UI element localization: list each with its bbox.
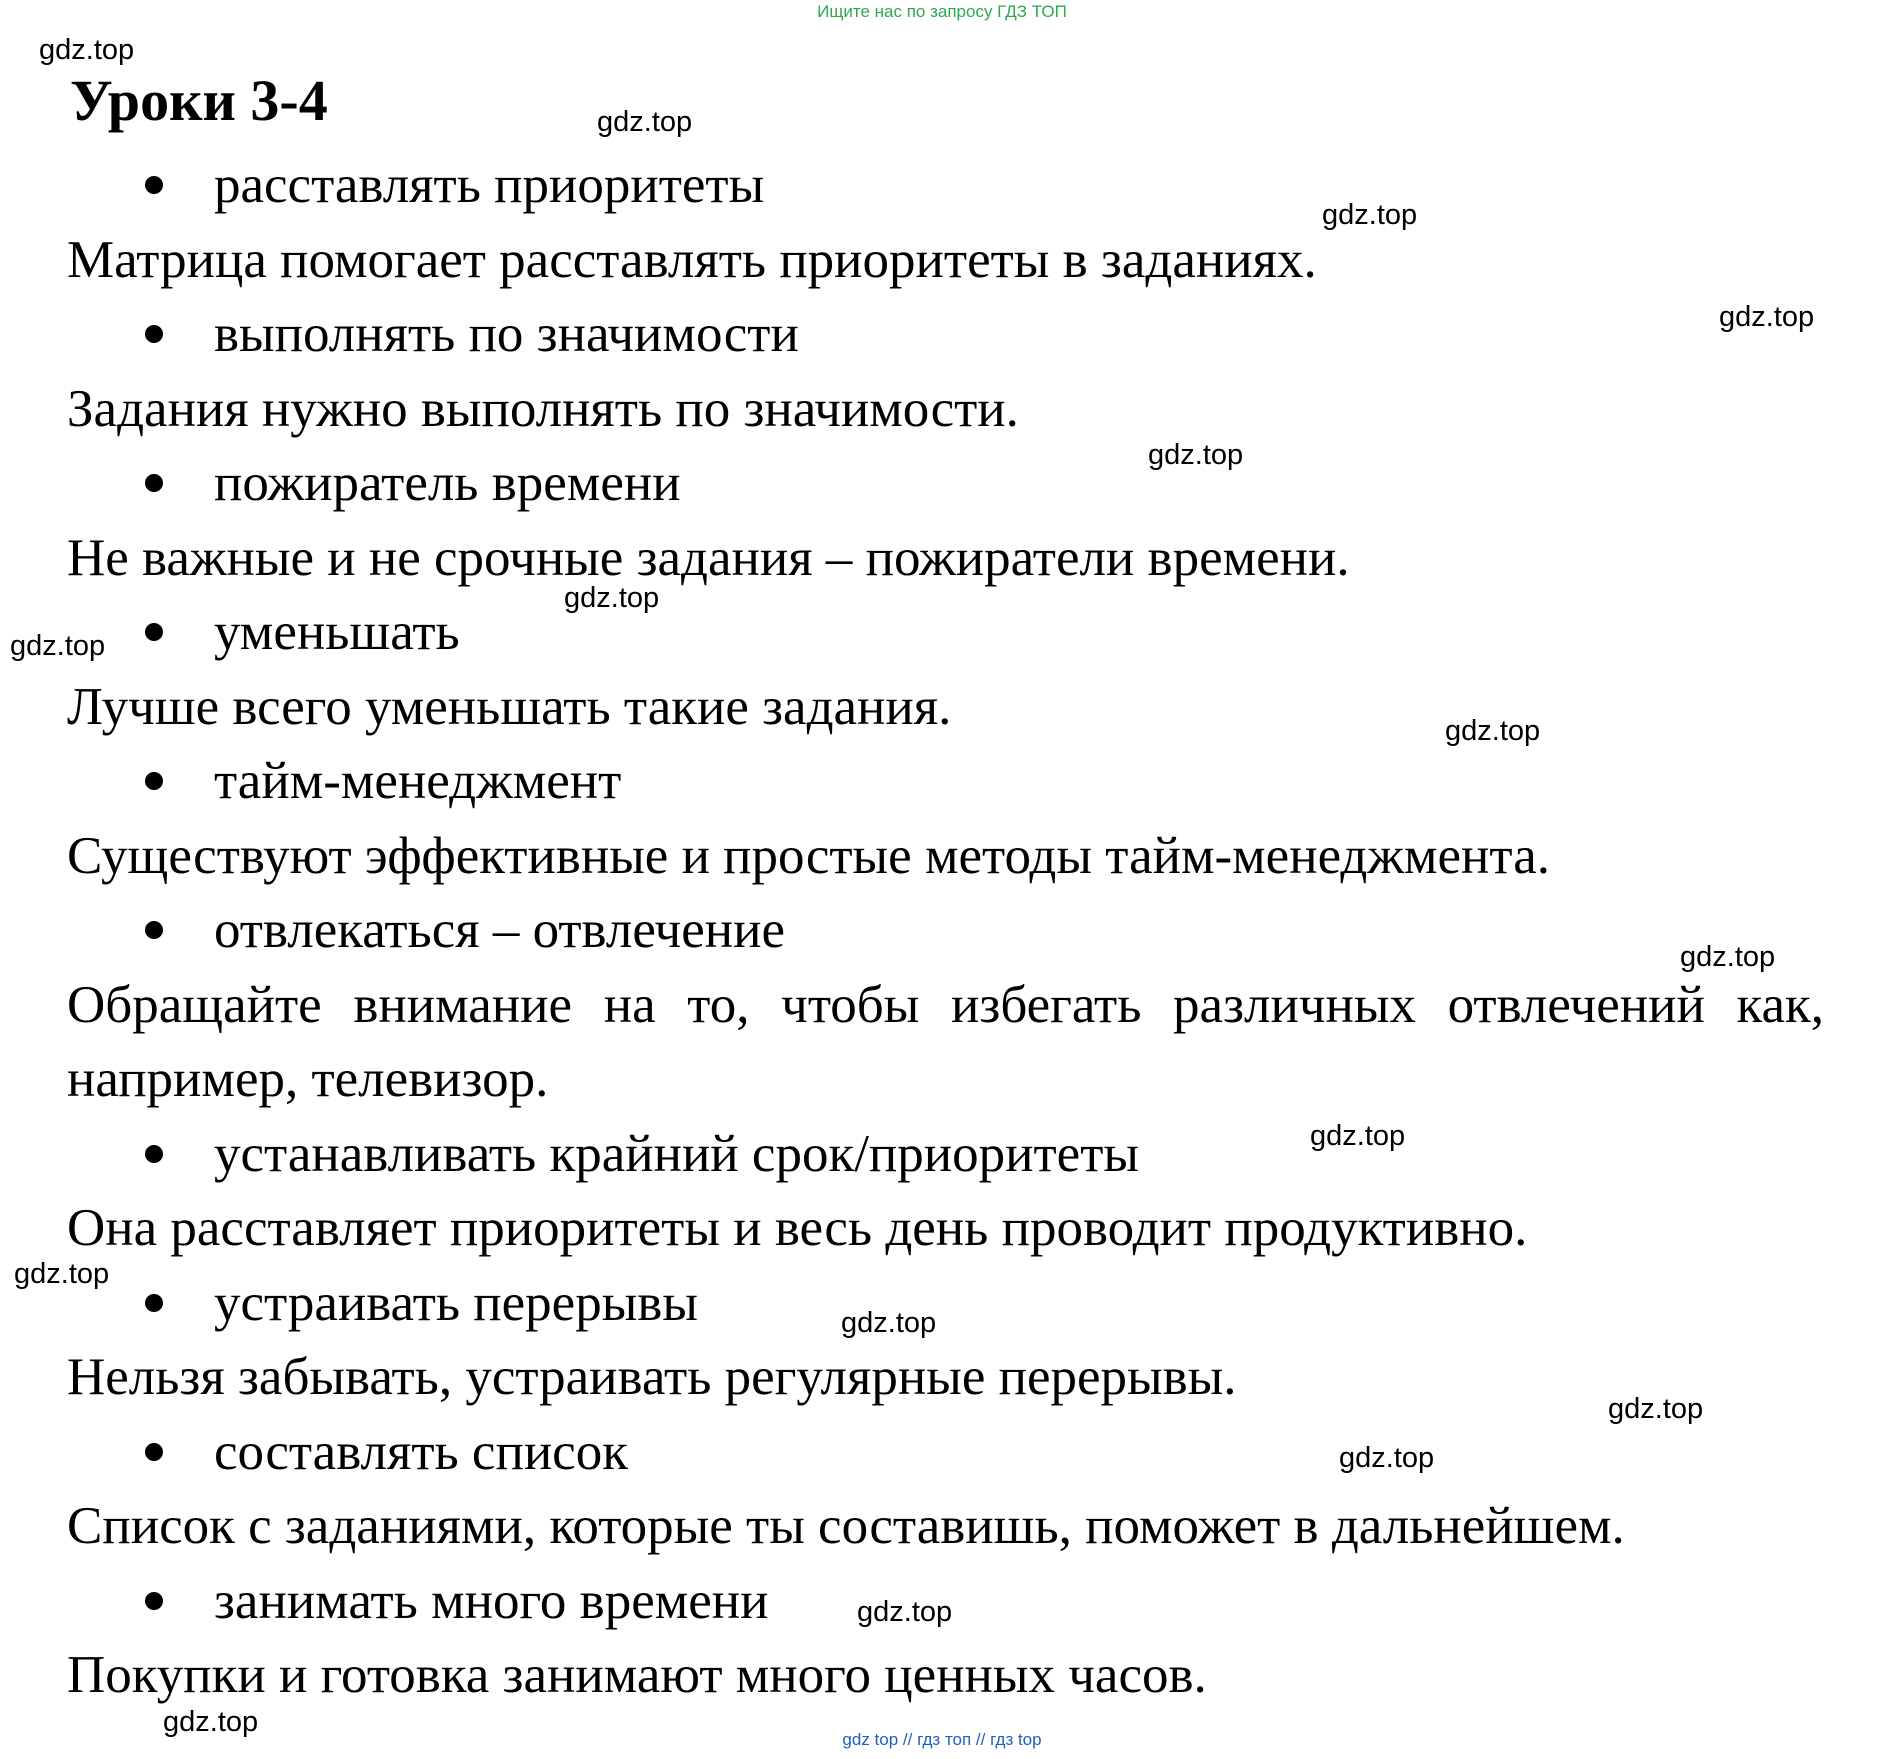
- vocabulary-list: [67, 148, 1827, 1713]
- bullet-icon: [145, 474, 163, 492]
- bullet-icon: [145, 921, 163, 939]
- term-item: [67, 595, 1827, 670]
- example-sentence: Нельзя забывать, устраивать регулярные перерывы.: [67, 1348, 1237, 1406]
- term-item: [67, 148, 1827, 223]
- watermark-text: gdz.top: [39, 34, 135, 66]
- watermark-text: gdz.top: [1322, 199, 1418, 231]
- watermark-text: gdz.top: [857, 1596, 953, 1628]
- bullet-icon: [145, 1443, 163, 1461]
- watermark-text: gdz.top: [841, 1307, 937, 1339]
- term-text: уменьшать: [214, 603, 460, 661]
- watermark-text: gdz.top: [1339, 1442, 1435, 1474]
- example-sentence: Покупки и готовка занимают много ценных часов.: [67, 1646, 1207, 1704]
- example-sentence: Она расставляет приоритеты и весь день проводит продуктивно.: [67, 1199, 1528, 1257]
- watermark-text: gdz.top: [564, 582, 660, 614]
- bullet-icon: [145, 176, 163, 194]
- term-item: [67, 297, 1827, 372]
- term-item: [67, 893, 1827, 968]
- bottom-banner: gdz top // гдз топ // гдз top: [842, 1730, 1042, 1749]
- bullet-icon: [145, 772, 163, 790]
- watermark-text: gdz.top: [1310, 1120, 1406, 1152]
- bullet-icon: [145, 1145, 163, 1163]
- term-text: составлять список: [214, 1422, 628, 1481]
- bullet-icon: [145, 1294, 163, 1312]
- term-text: расставлять приоритеты: [214, 156, 765, 214]
- watermark-text: gdz.top: [14, 1258, 110, 1290]
- term-text: отвлекаться – отвлечение: [214, 901, 785, 959]
- term-item: [67, 446, 1827, 521]
- example-sentence: Лучше всего уменьшать такие задания.: [67, 677, 952, 736]
- watermark-text: gdz.top: [1719, 301, 1815, 333]
- term-text: устраивать перерывы: [214, 1273, 698, 1332]
- example-sentence: Существуют эффективные и простые методы тайм-менеджмента.: [67, 826, 1550, 885]
- term-item: [67, 1415, 1827, 1490]
- term-item: [67, 1117, 1827, 1192]
- term-text: выполнять по значимости: [214, 305, 799, 363]
- bullet-icon: [145, 623, 163, 641]
- term-text: пожиратель времени: [214, 454, 681, 512]
- top-banner: Ищите нас по запросу ГДЗ ТОП: [817, 2, 1067, 21]
- bullet-icon: [145, 325, 163, 343]
- example-sentence: Не важные и не срочные задания – пожиратели времени.: [67, 528, 1350, 587]
- example-sentence: Обращайте внимание на то, чтобы избегать различных отвлечений как, например, телевизор.: [67, 975, 1824, 1108]
- bullet-icon: [145, 1592, 163, 1610]
- term-text: занимать много времени: [214, 1571, 769, 1630]
- term-item: [67, 744, 1827, 819]
- example-sentence: Задания нужно выполнять по значимости.: [67, 379, 1019, 438]
- term-item: [67, 1266, 1827, 1341]
- term-text: устанавливать крайний срок/приоритеты: [214, 1124, 1139, 1183]
- watermark-text: gdz.top: [1148, 439, 1244, 471]
- watermark-text: gdz.top: [1608, 1393, 1704, 1425]
- term-text: тайм-менеджмент: [214, 752, 622, 810]
- example-sentence: Список с заданиями, которые ты составишь, поможет в дальнейшем.: [67, 1497, 1625, 1555]
- watermark-text: gdz.top: [10, 630, 106, 662]
- watermark-text: gdz.top: [1445, 715, 1541, 747]
- watermark-text: gdz.top: [1680, 941, 1776, 973]
- page-heading: Уроки 3-4: [70, 68, 328, 133]
- watermark-text: gdz.top: [597, 106, 693, 138]
- watermark-text: gdz.top: [163, 1706, 259, 1738]
- example-sentence: Матрица помогает расставлять приоритеты в заданиях.: [67, 230, 1317, 289]
